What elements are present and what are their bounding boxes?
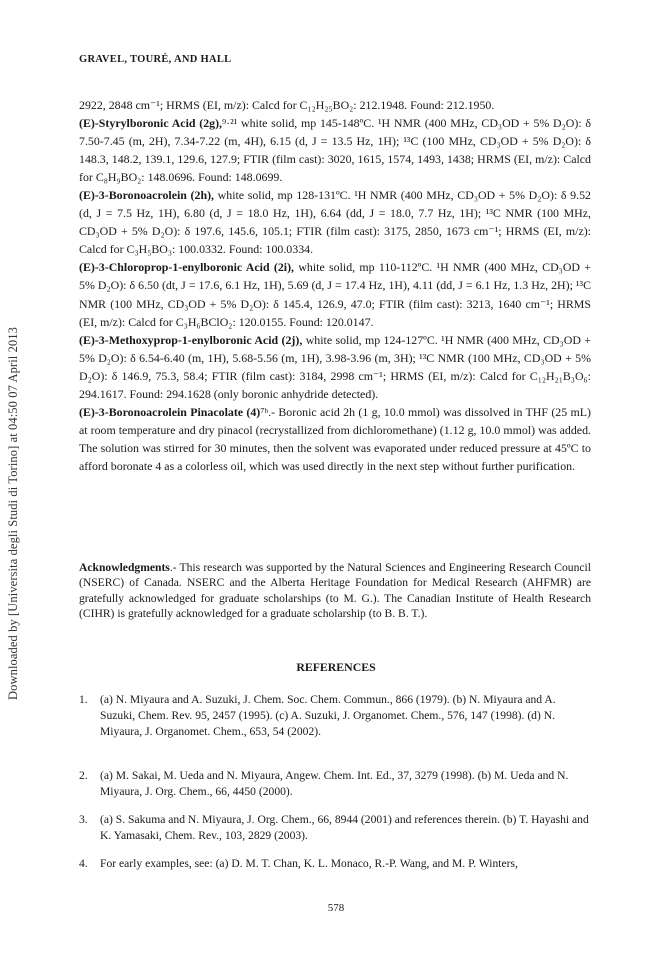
compound-details: white solid, mp 128-131ºC. ¹H NMR (400 MHz, CD₃OD + 5% D₂O): δ 9.52 (d, J = 7.5 Hz, 1H), 6.80 (d, J = 18.0 Hz, 1H), 6.64 (dd, J = 18.0, 7.7 Hz, 1H); ¹³C NMR (100 MHz, CD₃OD + 5% D₂O): δ 197.6, 145.6, 105.1; FTIR (film cast): 3175, 2850, 1673 cm⁻¹; HRMS (EI, m/z): Calcd for C₃H₅BO₃: 100.0332. Found: 100.0334. [79,188,591,257]
compound-name: (E)-3-Chloroprop-1-enylboronic Acid (2i), [79,260,295,275]
acknowledgments [79,560,591,622]
running-head: GRAVEL, TOURÉ, AND HALL [79,54,232,65]
reference-text: (a) M. Sakai, M. Ueda and N. Miyaura, Angew. Chem. Int. Ed., 37, 3279 (1998). (b) M. Ueda and N. Miyaura, J. Org. Chem., 66, 4450 (2000). [100,769,569,798]
references-heading: REFERENCES [296,660,376,674]
compound-name: (E)-3-Boronoacrolein Pinacolate (4) [79,404,261,419]
compound-details: 2922, 2848 cm⁻¹; HRMS (EI, m/z): Calcd for C₁₂H₂₅BO₂: 212.1948. Found: 212.1950. [79,98,495,112]
compound-name: (E)-Styrylboronic Acid (2g), [79,116,223,131]
compound-details: ⁹·²¹ white solid, mp 145-148ºC. ¹H NMR (400 MHz, CD₃OD + 5% D₂O): δ 7.50-7.45 (m, 2H), 7.34-7.22 (m, 4H), 6.15 (d, J = 13.5 Hz, 1H); ¹³C (100 MHz, CD₃OD + 5% D₂O): δ 148.3, 148.2, 139.1, 129.6, 127.9; FTIR (film cast): 3020, 1615, 1574, 1493, 1438; HRMS (EI, m/z): Calcd for C₈H₉BO₂: 148.0696. Found: 148.0699. [79,116,591,185]
compound-name: (E)-3-Methoxyprop-1-enylboronic Acid (2j), [79,332,303,347]
compound-details: ⁷ᵇ.- Boronic acid 2h (1 g, 10.0 mmol) was dissolved in THF (25 mL) at room temperature and dry pinacol (recrystallized from dichloromethane) (1.12 g, 10.0 mmol) was added. The solution was stirred for 30 minutes, then the solvent was evaporated under reduced pressure at 45ºC to afford boronate 4 as a colorless oil, which was used directly in the next step without further purification. [79,404,591,473]
reference-text: (a) S. Sakuma and N. Miyaura, J. Org. Chem., 66, 8944 (2001) and references therein. (b) T. Hayashi and K. Yamasaki, Chem. Rev., 103, 2829 (2003). [100,813,589,842]
reference-item [79,768,591,800]
reference-item [79,692,591,740]
download-stamp-text: Downloaded by [Universita degli Studi di Torino] at 04:50 07 April 2013 [6,327,20,700]
reference-text: (a) N. Miyaura and A. Suzuki, J. Chem. Soc. Chem. Commun., 866 (1979). (b) N. Miyaura and A. Suzuki, Chem. Rev. 95, 2457 (1995). (c) A. Suzuki, J. Organomet. Chem., 576, 147 (1998). (d) N. Miyaura, J. Organomet. Chem., 653, 54 (2002). [100,693,556,738]
compound-entry [79,186,591,258]
reference-number: 2. [79,769,88,782]
compound-entry [79,403,591,475]
compound-entry [79,96,591,114]
reference-number: 1. [79,693,88,706]
compound-details: white solid, mp 124-127ºC. ¹H NMR (400 MHz, CD₃OD + 5% D₂O): δ 6.54-6.40 (m, 1H), 5.68-5.56 (m, 1H), 3.98-3.96 (m, 3H); ¹³C NMR (100 MHz, CD₃OD + 5% D₂O): δ 146.9, 75.3, 58.4; FTIR (film cast): 3184, 2998 cm⁻¹; HRMS (EI, m/z): Calcd for C₁₂H₂₁B₃O₆: 294.1617. Found: 294.1628 (only boronic anhydride detected). [79,332,591,401]
page-number: 578 [327,902,345,914]
compound-entry [79,114,591,186]
reference-number: 4. [79,857,88,870]
download-stamp [0,0,30,960]
compound-entry [79,331,591,403]
acknowledgments-text: .- This research was supported by the Natural Sciences and Engineering Research Council (NSERC) of Canada. NSERC and the Alberta Heritage Foundation for Medical Research (AHFMR) are gratefully acknowledged for graduate scholarships (to M. G.). The Canadian Institute of Health Research (CIHR) is gratefully acknowledged for a graduate scholarship (to B. B. T.). [79,561,591,621]
compound-entry [79,258,591,330]
reference-number: 3. [79,813,88,826]
reference-item [79,812,591,844]
compound-name: (E)-3-Boronoacrolein (2h), [79,188,214,203]
acknowledgments-heading: Acknowledgments [79,561,170,574]
reference-text: For early examples, see: (a) D. M. T. Chan, K. L. Monaco, R.-P. Wang, and M. P. Winters, [100,857,518,870]
reference-item [79,856,591,872]
compound-details: white solid, mp 110-112ºC. ¹H NMR (400 MHz, CD₃OD + 5% D₂O): δ 6.50 (dt, J = 17.6, 6.1 Hz, 1H), 5.69 (d, J = 17.4 Hz, 1H), 4.11 (dd, J = 6.1 Hz, 1.3 Hz, 2H); ¹³C NMR (100 MHz, CD₃OD + 5% D₂O): δ 145.4, 126.9, 47.0; FTIR (film cast): 3213, 1640 cm⁻¹; HRMS (EI, m/z): Calcd for C₃H₆BClO₂: 120.0155. Found: 120.0147. [79,260,591,329]
experimental-section [79,96,591,475]
